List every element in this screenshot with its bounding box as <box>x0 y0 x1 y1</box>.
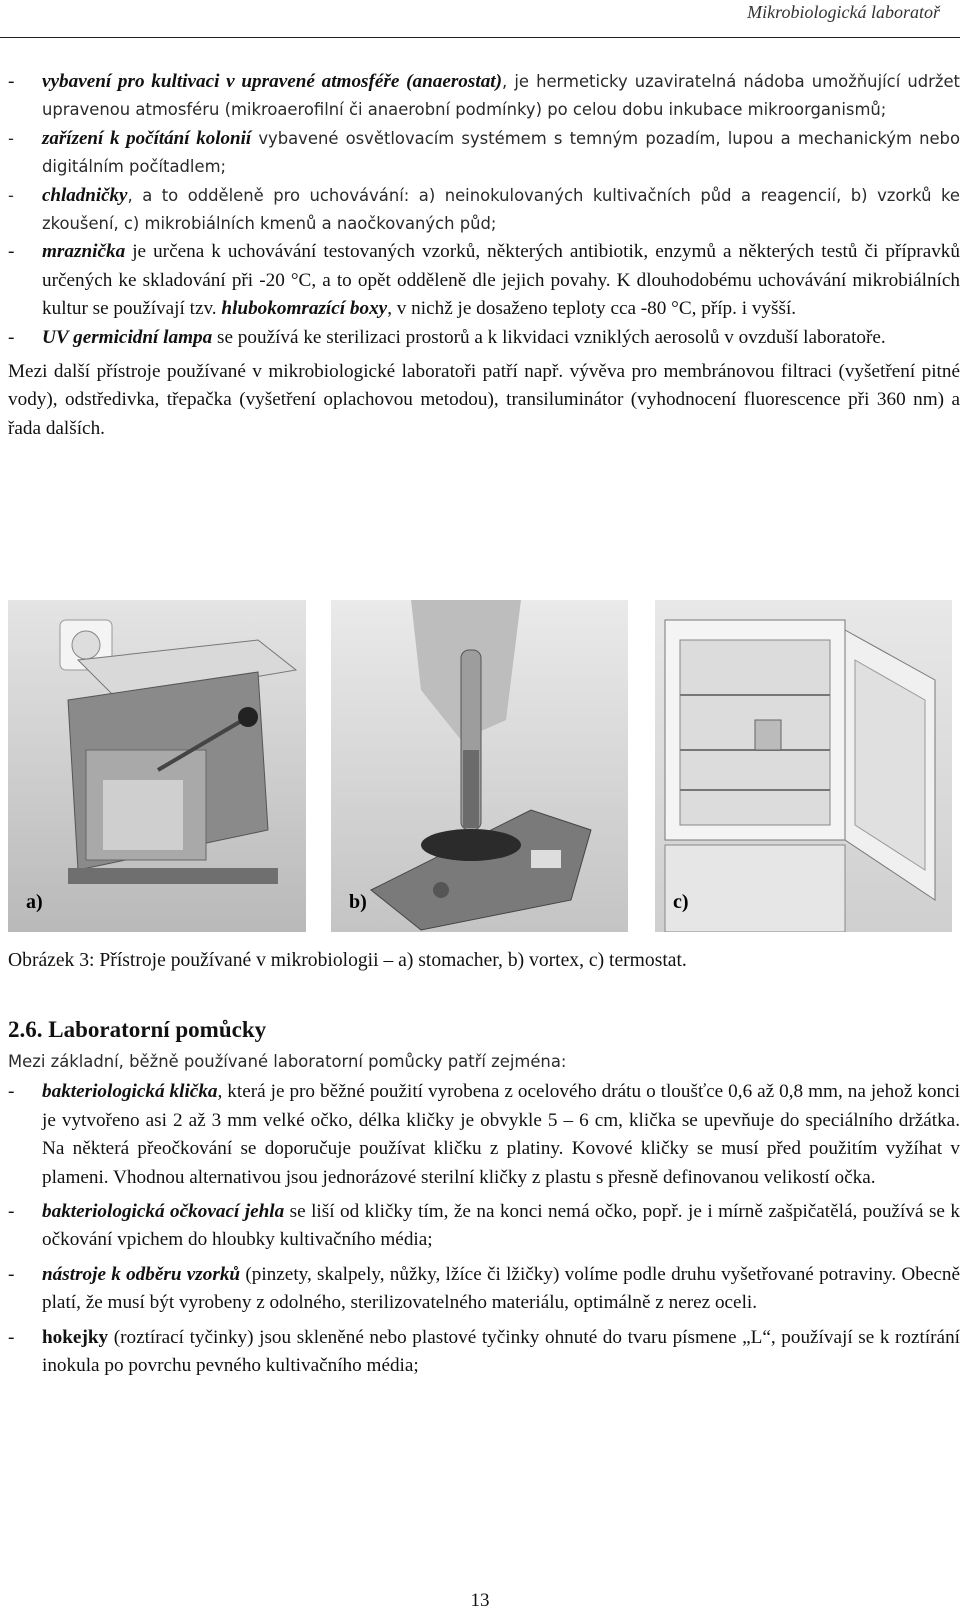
list-text: se liší od kličky tím, že na konci nemá očko, popř. je i mírně zašpičatělá, používá se k očkování vpichem do hloubky kultivačního média; <box>42 1201 960 1251</box>
list-term: vybavení pro kultivaci v upravené atmosféře (anaerostat) <box>42 71 503 92</box>
thermostat-image <box>655 600 952 932</box>
list-text: se používá ke sterilizaci prostorů a k likvidaci vzniklých aerosolů v ovzduší laboratoře. <box>212 326 886 348</box>
list-text: , je hermeticky uzaviratelná nádoba umožňující udržet upravenou atmosféru (mikroaerofilní či anaerobní podmínky) po celou dobu inkubace mikroorganismů; <box>42 72 960 120</box>
list-item: - mraznička je určena k uchovávání testovaných vzorků, některých antibiotik, enzymů a některých testů či přípravků určených ke skladování při -20 °C, a to opět odděleně dle jejich povahy. K dlouhodobému uchovávání mikrobiálních kultur se používají tzv. hlubokomrazící boxy, v nichž je dosaženo teploty cca -80 °C, příp. i vyšší. <box>8 241 960 320</box>
list-text: , v nichž je dosaženo teploty cca -80 °C, příp. i vyšší. <box>387 298 797 320</box>
paragraph: Mezi další přístroje používané v mikrobiologické laboratoři patří např. vývěva pro membránovou filtraci (vyšetření pitné vody), odstředivka, třepačka (vyšetření oplachovou metodou), transiluminátor (vyhodnocení fluorescence při 360 nm) a řada dalších. <box>8 361 960 439</box>
vortex-image <box>331 600 628 932</box>
list-item: - hokejky (roztírací tyčinky) jsou skleněné nebo plastové tyčinky ohnuté do tvaru písmene „L“, používají se k roztírání inokula po povrchu pevného kultivačního média; <box>8 1326 960 1377</box>
running-header: Mikrobiologická laboratoř <box>747 2 940 22</box>
equipment-list <box>8 68 960 443</box>
section-intro: Mezi základní, běžně používané laboratorní pomůcky patří zejména: <box>8 1052 567 1071</box>
list-text: , a to odděleně pro uchovávání: a) neinokulovaných kultivačních půd a reagencií, b) vzorků ke zkoušení, c) mikrobiálních kmenů a naočkovaných půd; <box>42 185 960 234</box>
figure-label-c: c) <box>673 891 689 913</box>
list-item: - bakteriologická klička, která je pro běžné použití vyrobena z ocelového drátu o tloušťce 0,6 až 0,8 mm, na jehož konci je vytvořeno asi 2 až 3 mm velké očko, délka kličky je obvykle 5 – 6 cm, klička se upevňuje do speciálního držátka. Na některá přeočkování se doporučuje používat kličku z platiny. Kovové kličky se musí před použitím vyžíhat v plameni. Vhodnou alternativou jsou jednorázové sterilní kličky z plastu s přesně definovanou velikostí očka. <box>8 1081 960 1188</box>
list-term: hokejky <box>42 1326 109 1348</box>
list-term: zařízení k počítání kolonií <box>42 127 252 149</box>
figure-label-b: b) <box>349 891 367 913</box>
list-term: hlubokomrazící boxy <box>221 298 388 320</box>
list-item: - vybavení pro kultivaci v upravené atmosféře (anaerostat), je hermeticky uzaviratelná nádoba umožňující udržet upravenou atmosféru (mikroaerofilní či anaerobní podmínky) po celou dobu inkubace mikroorganismů; <box>8 71 960 120</box>
list-term: nástroje k odběru vzorků <box>42 1263 241 1285</box>
section-title: 2.6. Laboratorní pomůcky <box>8 1017 267 1042</box>
list-item: - nástroje k odběru vzorků (pinzety, skalpely, nůžky, lžíce či lžičky) volíme podle druhu vyšetřované potraviny. Obecně platí, že musí být vyrobeny z odolného, sterilizovatelného materiálu, optimálně z nerez oceli. <box>8 1263 960 1314</box>
list-text: je určena k uchovávání testovaných vzorků, některých antibiotik, enzymů a některých testů či přípravků určených ke skladování při -20 °C, a to opět odděleně dle jejich povahy. K dlouhodobému uchovávání mikrobiálních kultur se používají tzv. <box>42 241 960 320</box>
list-text: vybavené osvětlovacím systémem s temným pozadím, lupou a mechanickým nebo digitálním počítadlem; <box>42 128 960 177</box>
list-item: - zařízení k počítání kolonií vybavené osvětlovacím systémem s temným pozadím, lupou a mechanickým nebo digitálním počítadlem; <box>8 127 960 177</box>
photo-vortex <box>331 600 628 932</box>
header-rule <box>0 37 960 38</box>
list-term: mraznička <box>42 241 126 263</box>
list-term: bakteriologická klička <box>42 1081 218 1103</box>
figure-caption: Obrázek 3: Přístroje používané v mikrobiologii – a) stomacher, b) vortex, c) termostat. <box>8 950 687 971</box>
section-body <box>8 1048 960 1380</box>
list-text: (pinzety, skalpely, nůžky, lžíce či lžičky) volíme podle druhu vyšetřované potraviny. Obecně platí, že musí být vyrobeny z odolného, sterilizovatelného materiálu, optimálně z nerez oceli. <box>42 1263 960 1314</box>
page-number: 13 <box>470 1590 490 1611</box>
list-item: - chladničky, a to odděleně pro uchovávání: a) neinokulovaných kultivačních půd a reagencií, b) vzorků ke zkoušení, c) mikrobiálních kmenů a naočkovaných půd; <box>8 184 960 234</box>
list-text: (roztírací tyčinky) jsou skleněné nebo plastové tyčinky ohnuté do tvaru písmene „L“, používají se k roztírání inokula po povrchu pevného kultivačního média; <box>42 1326 960 1377</box>
list-term: bakteriologická očkovací jehla <box>42 1201 285 1223</box>
list-text: , která je pro běžné použití vyrobena z ocelového drátu o tloušťce 0,6 až 0,8 mm, na jehož konci je vytvořeno asi 2 až 3 mm velké očko, délka kličky je obvykle 5 – 6 cm, klička se upevňuje do speciálního držátka. Na některá přeočkování se doporučuje používat kličku z platiny. Kovové kličky se musí před použitím vyžíhat v plameni. Vhodnou alternativou jsou jednorázové sterilní kličky z plastu s přesně definovanou velikostí očka. <box>42 1081 960 1188</box>
photo-thermostat <box>655 600 952 932</box>
figure-label-a: a) <box>26 891 43 913</box>
stomacher-image <box>8 600 306 932</box>
list-term: UV germicidní lampa <box>42 326 213 348</box>
list-item: - bakteriologická očkovací jehla se liší od kličky tím, že na konci nemá očko, popř. je i mírně zašpičatělá, používá se k očkování vpichem do hloubky kultivačního média; <box>8 1201 960 1251</box>
list-item: - UV germicidní lampa se používá ke sterilizaci prostorů a k likvidaci vzniklých aerosolů v ovzduší laboratoře. <box>8 326 886 348</box>
photo-stomacher <box>8 600 306 932</box>
list-term: chladničky <box>42 184 128 206</box>
